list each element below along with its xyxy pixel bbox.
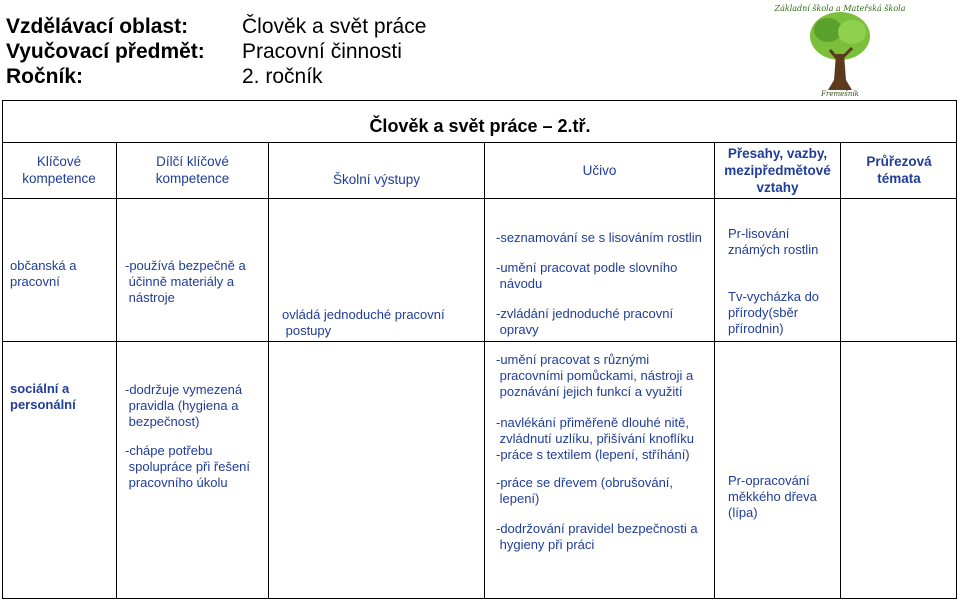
header-row xyxy=(6,64,426,89)
partial-competence-cooperation: -chápe potřebu spolupráce při řešení pracovního úkolu xyxy=(125,443,251,490)
curriculum-item: -práce se dřevem (obrušování, lepení) xyxy=(496,475,674,506)
column-header-label: Školní výstupy xyxy=(332,171,421,187)
divider xyxy=(2,341,957,342)
relation-item: Pr-lisování známých rostlin xyxy=(728,226,819,257)
table-title: Člověk a svět práce – 2.tř. xyxy=(369,116,591,136)
column-header-label: Průřezová témata xyxy=(866,154,932,186)
divider xyxy=(840,142,841,599)
key-competence-civic: občanská a pracovní xyxy=(10,258,77,289)
header-label-area: Vzdělávací oblast: xyxy=(6,15,189,38)
divider xyxy=(116,142,117,599)
header-label-subject: Vyučovací předmět: xyxy=(6,40,205,63)
header-value-subject: Pracovní činnosti xyxy=(242,40,402,63)
column-header-label: Klíčové kompetence xyxy=(22,154,96,186)
relation-item: Pr-opracování měkkého dřeva (lípa) xyxy=(728,473,817,520)
header-label-grade: Ročník: xyxy=(6,65,84,88)
column-header-relations xyxy=(715,142,840,198)
header-row xyxy=(6,14,426,39)
header-row xyxy=(6,39,426,64)
school-output: ovládá jednoduché pracovní postupy xyxy=(282,307,445,338)
column-header-label: Učivo xyxy=(582,162,617,178)
column-header-partial-competences xyxy=(117,142,268,198)
curriculum-item: -umění pracovat podle slovního návodu xyxy=(496,260,678,291)
document-header xyxy=(6,14,426,89)
column-header-key-competences xyxy=(2,142,116,198)
divider xyxy=(484,142,485,599)
curriculum-item: -umění pracovat s různými pracovními pomůckami, nástroji a poznávání jejich funkcí a využití xyxy=(496,352,694,399)
header-value-grade: 2. ročník xyxy=(242,65,323,88)
logo-text-top: Základní škola a Mateřská škola xyxy=(774,4,906,13)
relation-item: Tv-vycházka do přírody(sběr přírodnin) xyxy=(728,289,820,336)
divider xyxy=(714,142,715,599)
logo-text-bottom: Fremešník xyxy=(821,90,859,98)
partial-competence-rules: -dodržuje vymezená pravidla (hygiena a bezpečnost) xyxy=(125,382,243,429)
curriculum-item: -dodržování pravidel bezpečnosti a hygieny při práci xyxy=(496,521,698,552)
header-value-area: Člověk a svět práce xyxy=(242,15,427,38)
column-header-outputs xyxy=(269,160,484,198)
column-header-curriculum xyxy=(485,142,714,198)
curriculum-item: -navlékání přiměřeně dlouhé nitě, zvládnutí uzlíku, přišívání knoflíku -práce s textilem (lepení, stříhání) xyxy=(496,415,694,462)
divider xyxy=(268,142,269,599)
curriculum-item: -zvládání jednoduché pracovní opravy xyxy=(496,306,674,337)
column-header-label: Dílčí klíčové kompetence xyxy=(155,154,230,186)
divider xyxy=(2,198,957,199)
column-header-label: Přesahy, vazby, mezipředmětové vztahy xyxy=(724,145,831,195)
partial-competence-materials: -používá bezpečně a účinně materiály a nástroje xyxy=(125,258,246,305)
key-competence-social: sociální a personální xyxy=(10,381,76,412)
curriculum-item: -seznamování se s lisováním rostlin xyxy=(496,230,702,245)
school-logo xyxy=(774,2,906,98)
column-header-cross-topics xyxy=(841,142,957,198)
